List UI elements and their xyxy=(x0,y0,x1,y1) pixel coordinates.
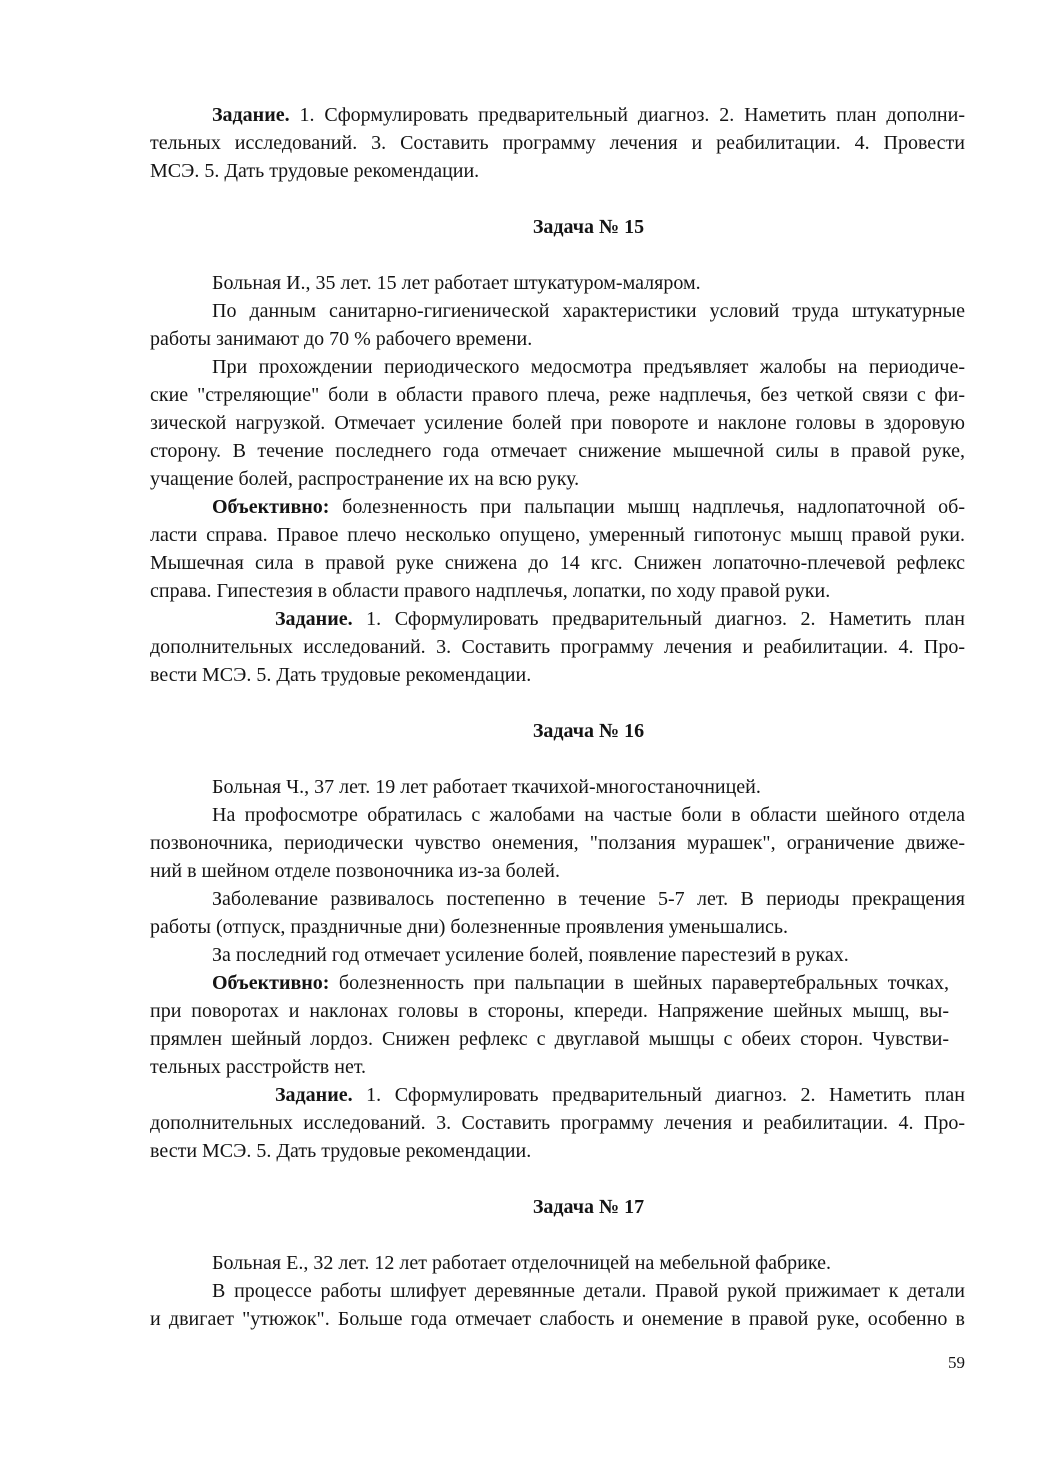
problem-16-complaints-line: ний в шейном отделе позвоночника из-за болей. xyxy=(150,860,560,882)
problem-15-assignment-line: дополнительных исследований. 3. Составить программу лечения и реабилитации. 4. Про- xyxy=(150,636,965,658)
assignment-label: Задание. xyxy=(275,1084,353,1106)
problem-16-complaints-line: позвоночника, периодически чувство онемения, "ползания мурашек", ограничение движе- xyxy=(150,832,965,854)
problem-15-objective-findings-line xyxy=(150,493,965,521)
assignment-text: 1. Сформулировать предварительный диагноз. 2. Наметить план xyxy=(366,608,966,630)
problem-16-recent-changes-line: За последний год отмечает усиление болей, появление парестезий в руках. xyxy=(212,944,849,966)
blank-line xyxy=(150,185,965,213)
problem-15-complaints-line: зической нагрузкой. Отмечает усиление болей при повороте и наклоне головы в здоровую xyxy=(150,412,965,434)
objective-label: Объективно: xyxy=(212,496,330,518)
problem-15-assignment-line xyxy=(150,605,965,633)
problem-16-disease-history-line: работы (отпуск, праздничные дни) болезненные проявления уменьшались. xyxy=(150,916,789,938)
problem-17-complaints-line: В процессе работы шлифует деревянные детали. Правой рукой прижимает к детали xyxy=(212,1280,965,1302)
problem-16-complaints-line: На профосмотре обратилась с жалобами на частые боли в области шейного отдела xyxy=(212,804,965,826)
blank-line xyxy=(150,1221,965,1249)
problem-16-objective-findings-line: при поворотах и наклонах головы в стороны, кпереди. Напряжение шейных мышц, вы- xyxy=(150,1000,949,1022)
problem-15-assignment-line: вести МСЭ. 5. Дать трудовые рекомендации. xyxy=(150,664,532,686)
assignment-label: Задание. xyxy=(275,608,353,630)
blank-line xyxy=(150,689,965,717)
problem-15-heading: Задача № 15 xyxy=(532,216,645,238)
problem-16-assignment-line: вести МСЭ. 5. Дать трудовые рекомендации. xyxy=(150,1140,532,1162)
intro-assignment-line xyxy=(150,101,965,129)
problem-15-objective-findings-line: ласти справа. Правое плечо несколько опущено, умеренный гипотонус мышц правой руки. xyxy=(150,524,965,546)
blank-line xyxy=(150,241,965,269)
problem-17 xyxy=(150,1193,965,1333)
problem-16-objective-findings-line: тельных расстройств нет. xyxy=(150,1056,367,1078)
intro-assignment-line: МСЭ. 5. Дать трудовые рекомендации. xyxy=(150,160,480,182)
page-text xyxy=(150,101,965,1333)
problem-16-heading: Задача № 16 xyxy=(532,720,645,742)
problem-16-objective-findings-line xyxy=(150,969,965,997)
problem-15-complaints-line: учащение болей, распространение их на всю руку. xyxy=(150,468,580,490)
blank-line xyxy=(150,745,965,773)
problem-15 xyxy=(150,213,965,689)
problem-17-complaints-line: и двигает "утюжок". Больше года отмечает слабость и онемение в правой руке, особенно в xyxy=(150,1308,965,1330)
problem-15-complaints-line: ские "стреляющие" боли в области правого плеча, реже надплечья, без четкой связи с фи- xyxy=(150,384,965,406)
problem-15-patient-info-line: Больная И., 35 лет. 15 лет работает штукатуром-маляром. xyxy=(212,272,701,294)
objective-label: Объективно: xyxy=(212,972,330,994)
intro-assignment-text: 1. Сформулировать предварительный диагноз. 2. Наметить план дополни- xyxy=(299,104,965,126)
problem-16-objective-findings-line: прямлен шейный лордоз. Снижен рефлекс с двуглавой мышцы с обеих сторон. Чувстви- xyxy=(150,1028,949,1050)
problem-15-work-conditions-line: По данным санитарно-гигиенической характеристики условий труда штукатурные xyxy=(212,300,965,322)
problem-15-objective-findings-line: справа. Гипестезия в области правого надплечья, лопатки, по ходу правой руки. xyxy=(150,580,831,602)
problem-15-complaints-line: При прохождении периодического медосмотра предъявляет жалобы на периодиче- xyxy=(212,356,965,378)
problem-17-patient-info-line: Больная Е., 32 лет. 12 лет работает отделочницей на мебельной фабрике. xyxy=(212,1252,831,1274)
assignment-label: Задание. xyxy=(212,104,290,126)
problem-15-complaints-line: сторону. В течение последнего года отмечает снижение мышечной силы в правой руке, xyxy=(150,440,965,462)
intro-assignment xyxy=(150,101,965,185)
problem-16-assignment-line: дополнительных исследований. 3. Составить программу лечения и реабилитации. 4. Про- xyxy=(150,1112,965,1134)
problem-16 xyxy=(150,717,965,1165)
problem-16-assignment-line xyxy=(150,1081,965,1109)
page-number: 59 xyxy=(948,1353,965,1372)
assignment-text: 1. Сформулировать предварительный диагноз. 2. Наметить план xyxy=(366,1084,966,1106)
intro-assignment-line: тельных исследований. 3. Составить программу лечения и реабилитации. 4. Провести xyxy=(150,132,965,154)
problem-16-patient-info-line: Больная Ч., 37 лет. 19 лет работает ткачихой-многостаночницей. xyxy=(212,776,761,798)
blank-line xyxy=(150,1165,965,1193)
problem-16-disease-history-line: Заболевание развивалось постепенно в течение 5-7 лет. В периоды прекращения xyxy=(212,888,965,910)
objective-findings-text: болезненность при пальпации мышц надплечья, надлопаточной об- xyxy=(342,496,966,518)
problem-17-heading: Задача № 17 xyxy=(532,1196,645,1218)
problem-15-work-conditions-line: работы занимают до 70 % рабочего времени. xyxy=(150,328,533,350)
problem-15-objective-findings-line: Мышечная сила в правой руке снижена до 14 кгс. Снижен лопаточно-плечевой рефлекс xyxy=(150,552,965,574)
objective-findings-text: болезненность при пальпации в шейных паравертебральных точках, xyxy=(338,972,950,994)
